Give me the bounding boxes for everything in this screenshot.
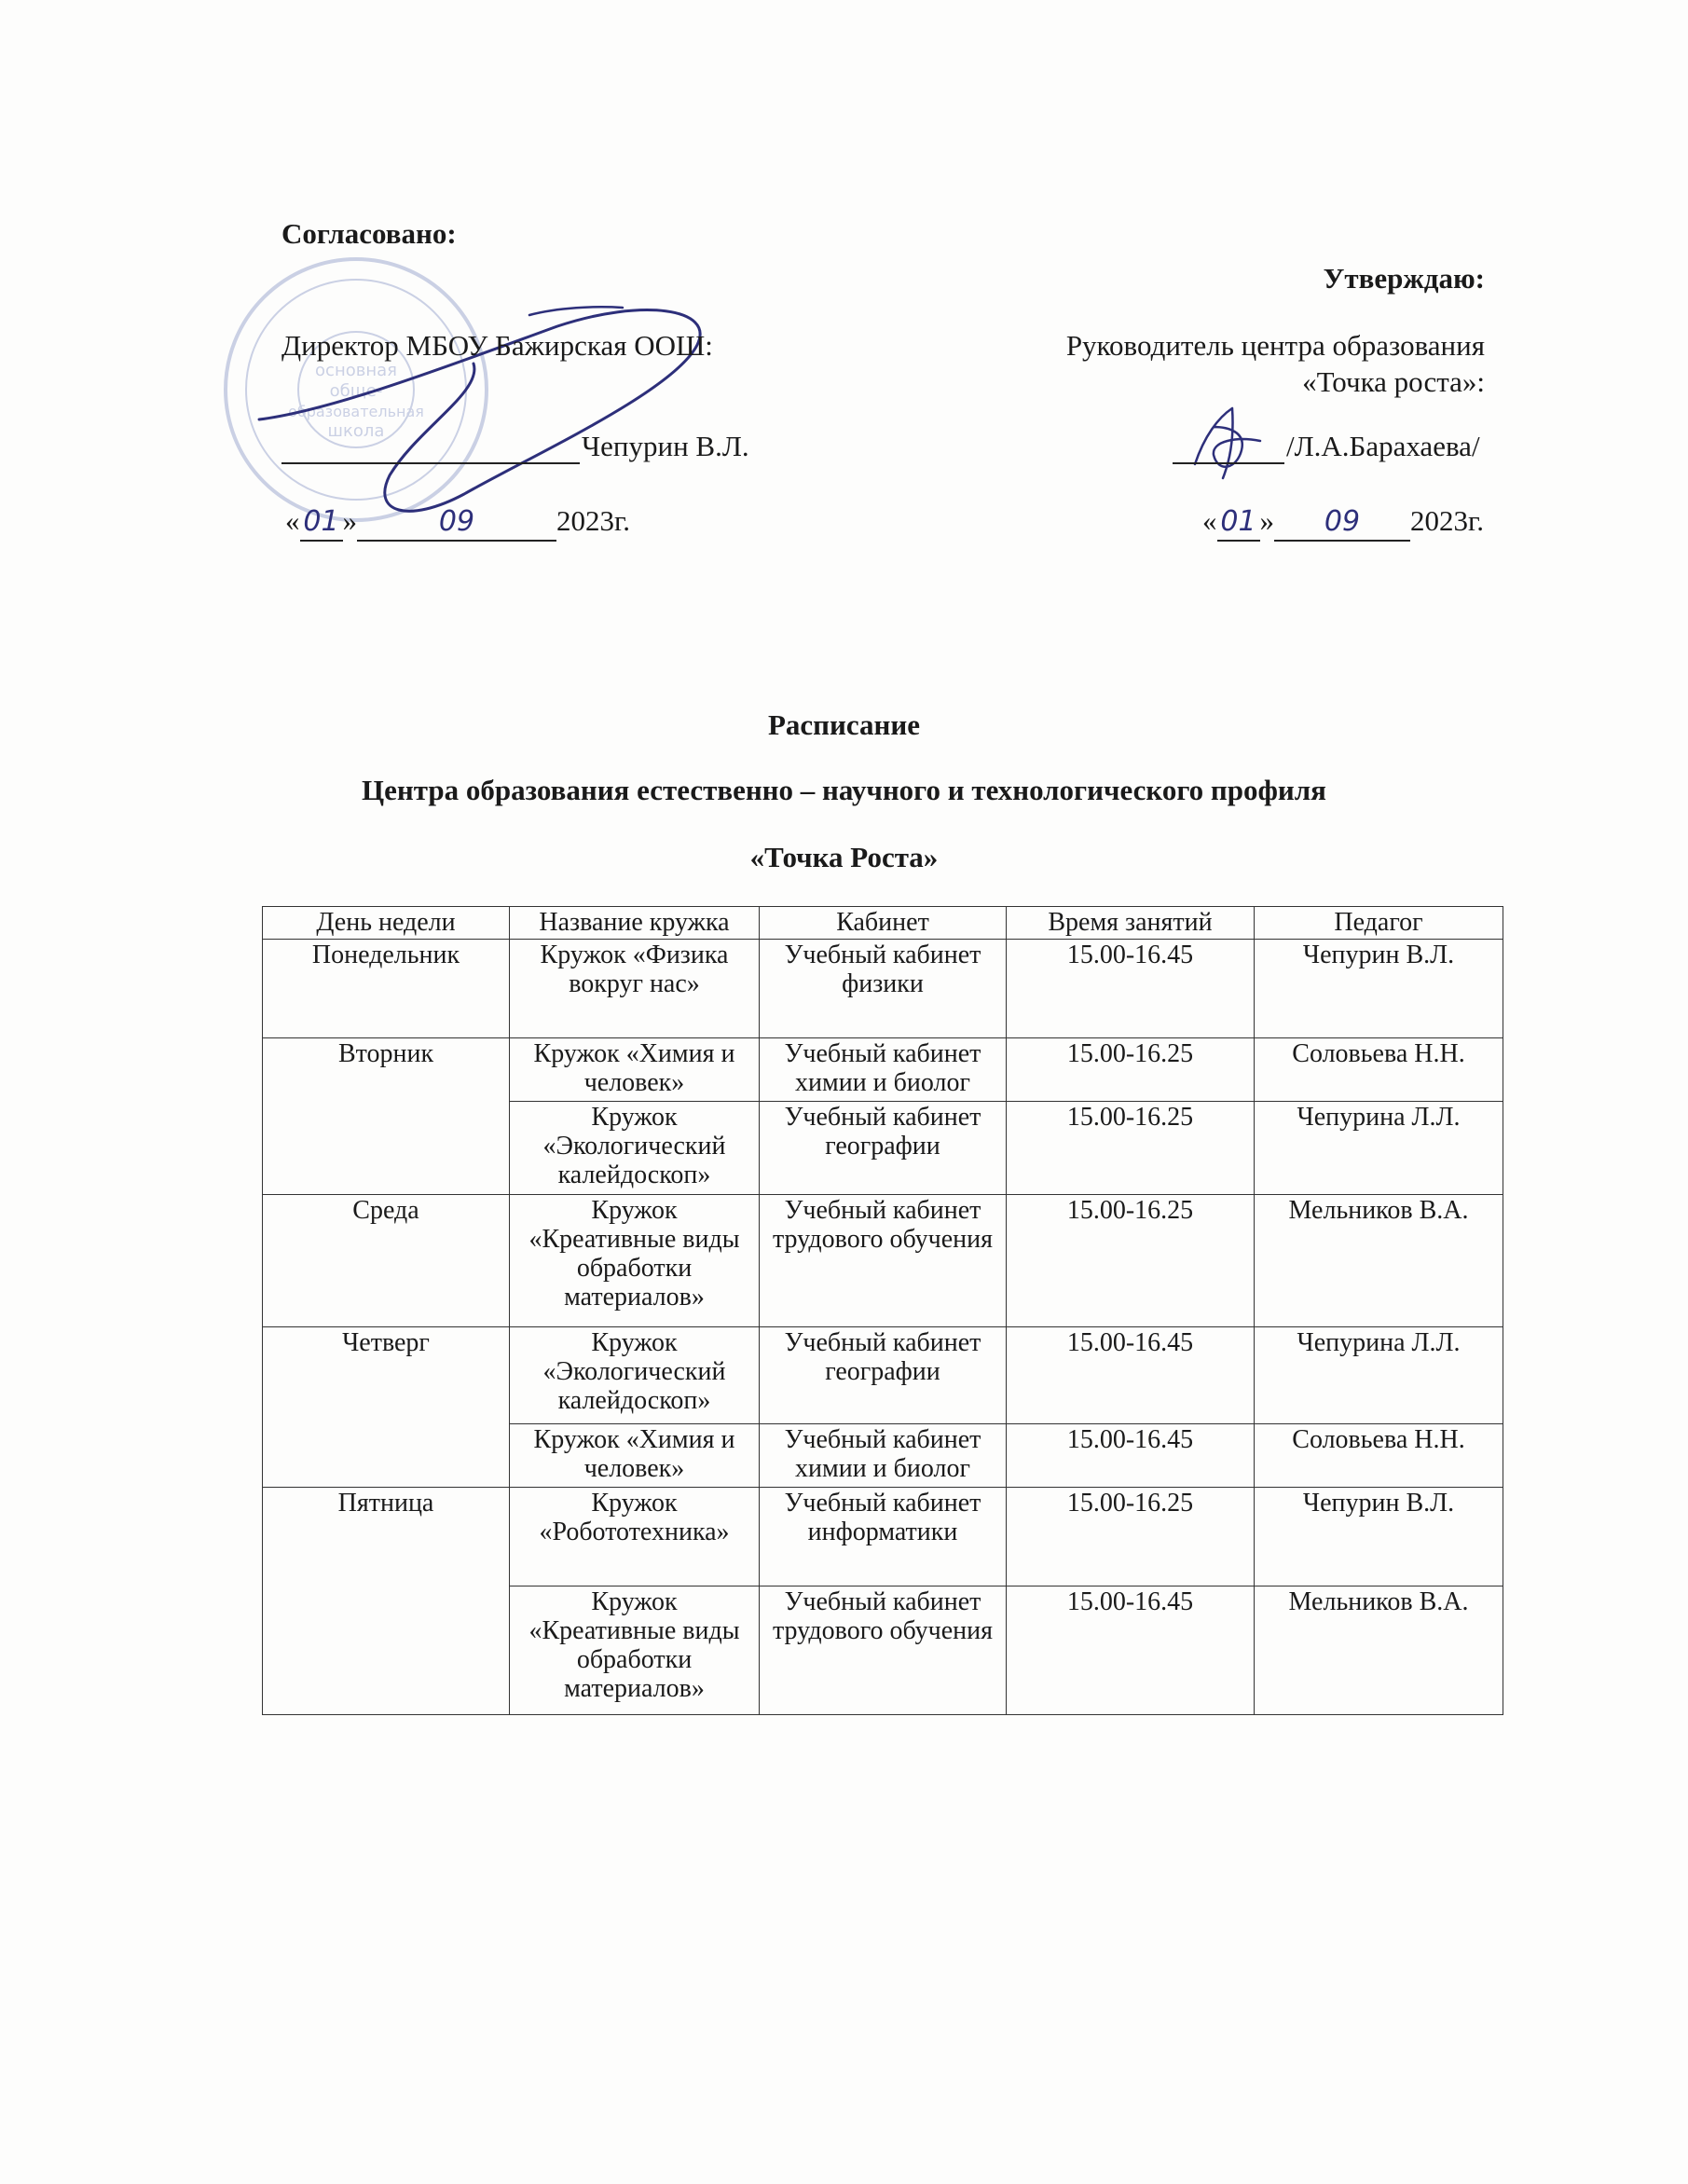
header-day: День недели bbox=[263, 907, 510, 940]
cell-time: 15.00-16.25 bbox=[1007, 1195, 1255, 1327]
svg-text:обще-: обще- bbox=[329, 381, 383, 401]
table-row bbox=[263, 1488, 1503, 1586]
cell-club: Кружок «Робототехника» bbox=[510, 1488, 760, 1586]
table-row bbox=[263, 940, 1503, 1038]
header-time: Время занятий bbox=[1007, 907, 1255, 940]
table-header-row bbox=[263, 907, 1503, 940]
center-name: «Точка Роста» bbox=[749, 841, 939, 873]
cell-teacher: Мельников В.А. bbox=[1255, 1195, 1503, 1327]
cell-time: 15.00-16.25 bbox=[1007, 1038, 1255, 1102]
document-title: Расписание bbox=[767, 708, 921, 741]
director-name: Чепурин В.Л. bbox=[582, 430, 749, 462]
cell-room: Учебный кабинет трудового обучения bbox=[760, 1195, 1007, 1327]
cell-time: 15.00-16.45 bbox=[1007, 1424, 1255, 1488]
director-position: Директор МБОУ Бажирская ООШ: bbox=[281, 329, 713, 362]
svg-text:школа: школа bbox=[327, 421, 385, 441]
head-name: /Л.А.Барахаева/ bbox=[1286, 430, 1480, 462]
cell-day: Четверг bbox=[263, 1327, 510, 1488]
date-month: 09 bbox=[357, 504, 556, 542]
svg-text:образовательная: образовательная bbox=[288, 403, 424, 420]
head-position bbox=[926, 328, 1485, 401]
head-position-line1: Руководитель центра образования bbox=[1065, 329, 1485, 362]
agreed-heading: Согласовано: bbox=[281, 217, 457, 250]
cell-day: Понедельник bbox=[263, 940, 510, 1038]
date-year: 2023г. bbox=[1410, 504, 1484, 537]
cell-room: Учебный кабинет географии bbox=[760, 1327, 1007, 1424]
header-teacher: Педагог bbox=[1255, 907, 1503, 940]
table-row bbox=[263, 1195, 1503, 1327]
cell-day: Вторник bbox=[263, 1038, 510, 1195]
cell-room: Учебный кабинет географии bbox=[760, 1102, 1007, 1195]
date-open-quote: « bbox=[1202, 504, 1217, 537]
date-day: 01 bbox=[300, 504, 343, 542]
cell-teacher: Мельников В.А. bbox=[1255, 1586, 1503, 1715]
date-close-quote: » bbox=[1259, 504, 1274, 537]
cell-club: Кружок «Физика вокруг нас» bbox=[510, 940, 760, 1038]
director-signature-line bbox=[281, 431, 580, 464]
date-open-quote: « bbox=[285, 504, 300, 537]
cell-room: Учебный кабинет информатики bbox=[760, 1488, 1007, 1586]
cell-time: 15.00-16.45 bbox=[1007, 1327, 1255, 1424]
cell-room: Учебный кабинет химии и биолог bbox=[760, 1038, 1007, 1102]
date-month: 09 bbox=[1274, 504, 1410, 542]
date-day: 01 bbox=[1217, 504, 1260, 542]
director-date bbox=[285, 503, 630, 542]
cell-room: Учебный кабинет трудового обучения bbox=[760, 1586, 1007, 1715]
cell-teacher: Соловьева Н.Н. bbox=[1255, 1424, 1503, 1488]
head-date bbox=[1202, 503, 1484, 542]
cell-teacher: Соловьева Н.Н. bbox=[1255, 1038, 1503, 1102]
head-position-line2: «Точка роста»: bbox=[1302, 364, 1485, 398]
table-row bbox=[263, 1327, 1503, 1424]
cell-teacher: Чепурина Л.Л. bbox=[1255, 1102, 1503, 1195]
schedule-table bbox=[262, 906, 1503, 1715]
cell-club: Кружок «Химия и человек» bbox=[510, 1038, 760, 1102]
cell-club: Кружок «Креативные виды обработки материалов» bbox=[510, 1586, 760, 1715]
svg-text:основная: основная bbox=[315, 361, 397, 380]
header-club: Название кружка bbox=[510, 907, 760, 940]
cell-day: Пятница bbox=[263, 1488, 510, 1715]
cell-time: 15.00-16.25 bbox=[1007, 1488, 1255, 1586]
cell-club: Кружок «Креативные виды обработки материалов» bbox=[510, 1195, 760, 1327]
cell-teacher: Чепурина Л.Л. bbox=[1255, 1327, 1503, 1424]
cell-club: Кружок «Экологический калейдоскоп» bbox=[510, 1327, 760, 1424]
document-subtitle: Центра образования естественно – научного и технологического профиля bbox=[362, 774, 1326, 806]
cell-teacher: Чепурин В.Л. bbox=[1255, 940, 1503, 1038]
date-close-quote: » bbox=[342, 504, 357, 537]
director-signature bbox=[250, 280, 734, 522]
cell-teacher: Чепурин В.Л. bbox=[1255, 1488, 1503, 1586]
cell-club: Кружок «Экологический калейдоскоп» bbox=[510, 1102, 760, 1195]
cell-time: 15.00-16.45 bbox=[1007, 940, 1255, 1038]
header-room: Кабинет bbox=[760, 907, 1007, 940]
cell-room: Учебный кабинет химии и биолог bbox=[760, 1424, 1007, 1488]
cell-club: Кружок «Химия и человек» bbox=[510, 1424, 760, 1488]
cell-time: 15.00-16.25 bbox=[1007, 1102, 1255, 1195]
date-year: 2023г. bbox=[556, 504, 630, 537]
table-row bbox=[263, 1038, 1503, 1102]
cell-room: Учебный кабинет физики bbox=[760, 940, 1007, 1038]
approve-heading: Утверждаю: bbox=[1323, 262, 1485, 295]
head-signature-line bbox=[1173, 431, 1284, 464]
cell-day: Среда bbox=[263, 1195, 510, 1327]
cell-time: 15.00-16.45 bbox=[1007, 1586, 1255, 1715]
